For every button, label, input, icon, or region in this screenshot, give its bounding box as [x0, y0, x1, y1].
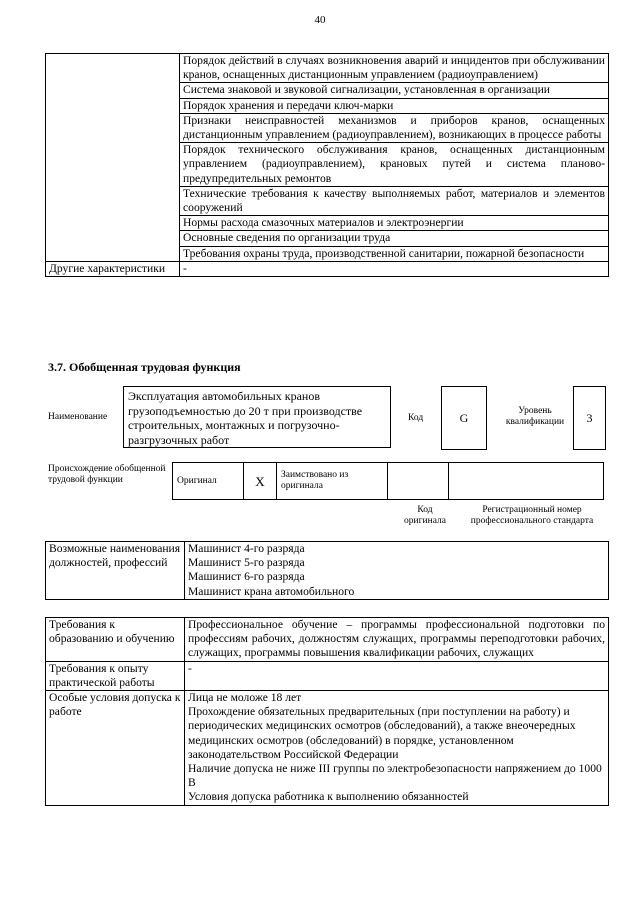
condition-item: Лица не моложе 18 лет	[188, 691, 302, 705]
origin-table	[172, 462, 604, 500]
name-label: Наименование	[48, 412, 108, 422]
original-code-cell	[388, 463, 449, 500]
position-item: Машинист крана автомобильного	[188, 584, 355, 598]
borrowed-label: Заимствовано из оригинала	[277, 463, 388, 500]
code-value: G	[441, 386, 487, 450]
level-label: Уровень квалификации	[505, 406, 565, 427]
condition-item: Наличие допуска не ниже III группы по электробезопасности напряжением до 1000 В	[188, 762, 602, 790]
knowledge-row: Нормы расхода смазочных материалов и электроэнергии	[180, 216, 609, 231]
knowledge-row: Основные сведения по организации труда	[180, 231, 609, 246]
requirements-table	[45, 617, 609, 806]
knowledge-row: Порядок технического обслуживания кранов, оснащенных дистанционным управлением (радиоуправлением), крановых путей и система планово-предупредительных ремонтов	[180, 143, 609, 187]
knowledge-table	[45, 53, 609, 277]
conditions-values	[185, 691, 609, 806]
position-item: Машинист 4-го разряда	[188, 542, 305, 555]
caption-code: Код оригинала	[404, 505, 446, 526]
experience-label: Требования к опыту практической работы	[46, 661, 185, 690]
knowledge-row: Система знаковой и звуковой сигнализации, установленная в организации	[180, 83, 609, 98]
name-value: Эксплуатация автомобильных кранов грузоподъемностью до 20 т при производстве строительных, монтажных и погрузочно-разгрузочных работ	[123, 386, 391, 448]
original-label: Оригинал	[173, 463, 244, 500]
knowledge-row: Технические требования к качеству выполняемых работ, материалов и элементов сооружений	[180, 186, 609, 215]
section-title: 3.7. Обобщенная трудовая функция	[48, 360, 241, 374]
position-item: Машинист 5-го разряда	[188, 556, 305, 570]
experience-value: -	[185, 661, 609, 690]
condition-item: Условия допуска работника к выполнению обязанностей	[188, 790, 469, 804]
origin-label: Происхождение обобщенной трудовой функции	[48, 464, 166, 485]
knowledge-row: Требования охраны труда, производственной санитарии, пожарной безопасности	[180, 246, 609, 261]
knowledge-row: Порядок действий в случаях возникновения аварий и инцидентов при обслуживании кранов, оснащенных дистанционным управлением (радиоуправлением)	[180, 54, 609, 83]
original-mark: X	[244, 463, 277, 500]
positions-table	[45, 541, 609, 600]
other-characteristics-value: -	[180, 261, 609, 276]
education-value: Профессиональное обучение – программы профессиональной подготовки по профессиям рабочих, должностям служащих, программы переподготовки рабочих, служащих, программы повышения квалификации рабочих, служащих	[185, 618, 609, 662]
caption-registration: Регистрационный номер профессионального стандарта	[470, 505, 594, 526]
knowledge-row: Порядок хранения и передачи ключ-марки	[180, 98, 609, 113]
education-label: Требования к образованию и обучению	[46, 618, 185, 662]
other-characteristics-label: Другие характеристики	[46, 261, 180, 276]
page-number: 40	[314, 14, 326, 26]
knowledge-row: Признаки неисправностей механизмов и приборов кранов, оснащенных дистанционным управлением (радиоуправлением), возникающих в процессе работы	[180, 113, 609, 142]
code-label: Код	[408, 413, 424, 423]
registration-number-cell	[449, 463, 604, 500]
positions-label: Возможные наименования должностей, профессий	[46, 542, 185, 600]
condition-item: Прохождение обязательных предварительных (при поступлении на работу) и периодических медицинских осмотров (обследований), а также внеочередных медицинских осмотров (обследований) в порядке, установленном законодательством Российской Федерации	[188, 705, 576, 761]
level-value: 3	[573, 386, 606, 450]
conditions-label: Особые условия допуска к работе	[46, 691, 185, 806]
positions-values	[185, 542, 609, 600]
position-item: Машинист 6-го разряда	[188, 570, 305, 584]
knowledge-label-cell	[46, 54, 180, 262]
